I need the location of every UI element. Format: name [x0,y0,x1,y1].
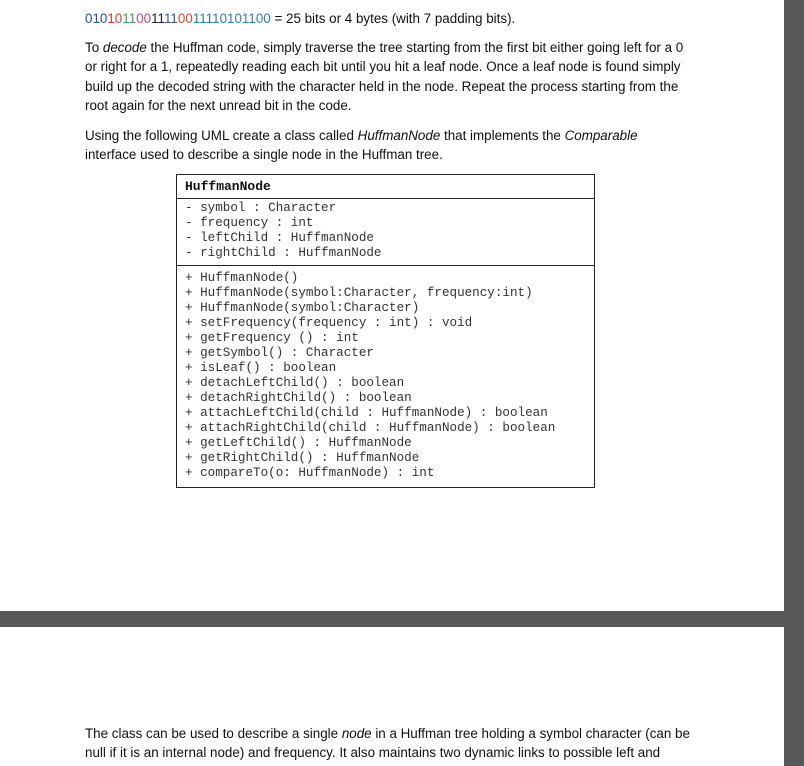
uml-method: + isLeaf() : boolean [185,361,337,375]
uml-attribute: - rightChild : HuffmanNode [185,246,382,260]
uml-method: + HuffmanNode(symbol:Character) [185,301,420,315]
uml-intro-paragraph [85,126,690,165]
page2-emphasis: node [341,726,372,741]
bit-string-line [85,9,690,28]
uml-intro-interface: Comparable [564,128,638,143]
uml-method: + getRightChild() : HuffmanNode [185,451,420,465]
decode-paragraph [85,38,690,116]
uml-method: + attachRightChild(child : HuffmanNode) : boolean [185,421,556,435]
uml-method: + getSymbol() : Character [185,346,374,360]
uml-attribute: - frequency : int [185,216,314,230]
uml-intro-part2: that implements the [440,128,565,143]
page2-lead: The class can be used to describe a single [85,726,342,741]
uml-class-name: HuffmanNode [177,175,594,199]
viewer-scrollbar[interactable] [784,0,804,766]
decode-lead: To [85,40,103,55]
decode-emphasis: decode [102,40,147,55]
uml-attribute: - symbol : Character [185,201,337,215]
uml-method: + detachLeftChild() : boolean [185,376,405,390]
bit-segment: 010 [85,11,108,26]
uml-method: + HuffmanNode(symbol:Character, frequency:int) [185,286,533,300]
uml-methods [177,266,594,487]
bit-segment: 11 [151,11,164,26]
uml-intro-part3: interface used to describe a single node in the Huffman tree. [85,147,443,163]
uml-method: + HuffmanNode() [185,271,299,285]
uml-method: + compareTo(o: HuffmanNode) : int [185,466,435,480]
uml-method: + getLeftChild() : HuffmanNode [185,436,412,450]
uml-attributes [177,199,594,266]
bit-string-suffix: = 25 bits or 4 bytes (with 7 padding bits). [270,11,516,26]
uml-method: + getFrequency () : int [185,331,359,345]
uml-method: + attachLeftChild(child : HuffmanNode) : boolean [185,406,548,420]
decode-rest: the Huffman code, simply traverse the tree starting from the first bit either going left for a 0 or right for a 1, repeatedly reading each bit until you hit a leaf node. Once a leaf node is found simply build up the decoded string with the character held in the node. Repeat the process starting from the root again for the next unread bit in the code. [85,40,684,114]
uml-attribute: - leftChild : HuffmanNode [185,231,374,245]
bit-segment: 00 [177,11,193,26]
uml-intro-class: HuffmanNode [357,128,441,143]
uml-class-diagram [176,174,595,488]
bit-segment: 11110101100 [192,11,271,26]
page2-paragraph [85,724,690,763]
uml-method: + detachRightChild() : boolean [185,391,412,405]
bit-segment: 11 [122,11,137,26]
page2-rest: in a Huffman tree holding a symbol character (can be null if it is an internal node) and frequency. It also maintains two dynamic links to possible left and [85,726,690,761]
bit-segment: 11 [163,11,178,26]
uml-method: + setFrequency(frequency : int) : void [185,316,473,330]
bit-segment: 00 [136,11,152,26]
uml-intro-part1: Using the following UML create a class called [85,128,358,143]
bit-segment: 10 [107,11,123,26]
